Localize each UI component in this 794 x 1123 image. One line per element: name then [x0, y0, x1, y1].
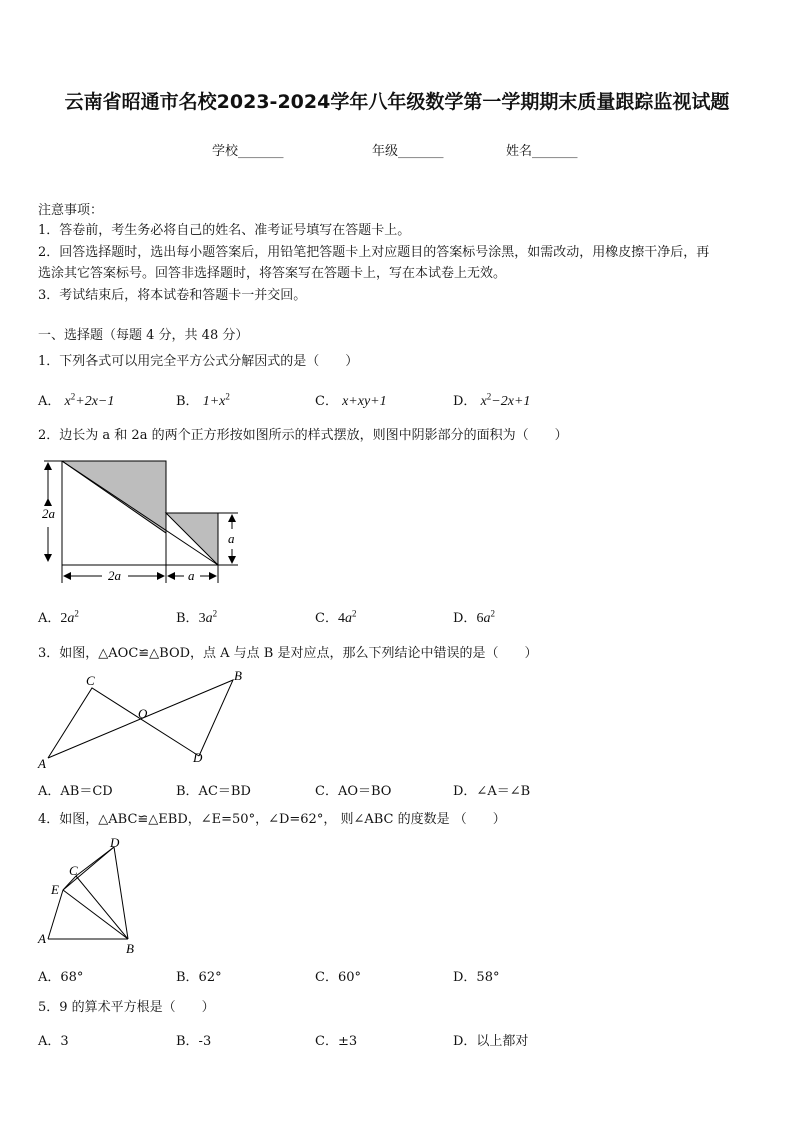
bottom-big-label: 2a: [108, 568, 121, 583]
point-b-label: B: [234, 668, 242, 683]
math-var: a: [67, 611, 75, 626]
math-exp: 2: [490, 608, 495, 619]
notice-item-2-cont: 选涂其它答案标号。回答非选择题时，将答案写在答题卡上，写在本试卷上无效。: [38, 266, 507, 281]
notice-item-3: 3．考试结束后，将本试卷和答题卡一并交回。: [38, 288, 307, 303]
exam-title: 云南省昭通市名校2023-2024学年八年级数学第一学期期末质量跟踪监视试题: [64, 91, 730, 113]
q3-option-d: D．∠A＝∠B: [453, 784, 531, 799]
point-c-label: C: [69, 863, 78, 878]
point-a-label: A: [38, 756, 46, 771]
q2-squares-figure: [38, 455, 248, 590]
point-d-label: D: [110, 835, 120, 850]
q4-option-d: D．58°: [453, 970, 500, 985]
q2-option-c: [315, 607, 356, 627]
point-c-label: C: [86, 673, 95, 688]
option-label: C．: [315, 394, 338, 409]
math-base: 1+x: [202, 394, 226, 409]
q5-option-b: B．-3: [176, 1034, 212, 1049]
math-exp: 2: [225, 391, 230, 402]
notice-item-1: 1．答卷前，考生务必将自己的姓名、准考证号填写在答题卡上。: [38, 223, 411, 238]
q4-option-b: B．62°: [176, 970, 222, 985]
name-field: 姓名_______: [506, 144, 578, 159]
q2-option-b: [176, 607, 217, 627]
right-dim-label: a: [228, 531, 235, 546]
q1-option-a: [38, 390, 114, 410]
math-exp: 2: [70, 391, 76, 402]
shaded-region-small: [166, 513, 218, 565]
q3-option-b: B．AC＝BD: [176, 784, 251, 799]
math-coef: 6: [476, 611, 484, 626]
math-var: x: [480, 394, 487, 409]
left-dim-label: 2a: [42, 506, 55, 521]
q5-option-c: C．±3: [315, 1034, 358, 1049]
math-expr: x+xy+1: [342, 394, 387, 409]
math-coef: 2: [60, 611, 68, 626]
q1-option-c: [315, 390, 387, 410]
q5-stem: 5．9 的算术平方根是（ ）: [38, 1000, 215, 1015]
option-label: B．: [176, 611, 199, 626]
math-exp: 2: [351, 608, 357, 619]
math-var: a: [205, 611, 213, 626]
math-coef: 3: [198, 611, 206, 626]
q3-option-c: C．AO＝BO: [315, 784, 392, 799]
q1-option-d: [453, 390, 530, 410]
notice-item-2: 2．回答选择题时，选出每小题答案后，用铅笔把答题卡上对应题目的答案标号涂黑，如需改动，用橡皮擦干净后，再: [38, 245, 710, 260]
math-rest: −2x+1: [491, 394, 531, 409]
option-label: D．: [453, 611, 477, 626]
triangle-aoc-sides: [48, 688, 199, 758]
math-var: a: [483, 611, 491, 626]
q1-stem: 1．下列各式可以用完全平方公式分解因式的是（ ）: [38, 354, 359, 369]
q4-option-a: A．68°: [38, 970, 84, 985]
math-var: a: [344, 611, 352, 626]
math-coef: 4: [337, 611, 345, 626]
option-label: D．: [453, 394, 477, 409]
grade-field: 年级_______: [372, 144, 444, 159]
option-label: B．: [176, 394, 199, 409]
q2-stem: 2．边长为 a 和 2a 的两个正方形按如图所示的样式摆放，则图中阴影部分的面积为（ ）: [38, 428, 568, 443]
math-rest: +2x−1: [75, 394, 115, 409]
section-heading: 一、选择题（每题 4 分，共 48 分）: [38, 328, 249, 343]
math-exp: 2: [74, 608, 79, 619]
school-field: 学校_______: [212, 144, 284, 159]
q3-option-a: A．AB＝CD: [38, 784, 113, 799]
q1-option-b: [176, 390, 230, 410]
option-label: A．: [38, 611, 61, 626]
point-e-label: E: [51, 882, 59, 897]
point-b-label: B: [126, 941, 134, 956]
q2-option-a: [38, 607, 79, 627]
q5-option-d: D．以上都对: [453, 1034, 529, 1049]
q4-triangles-figure: [36, 835, 146, 960]
math-exp: 2: [486, 391, 492, 402]
math-exp: 2: [212, 608, 218, 619]
option-label: C．: [315, 611, 338, 626]
point-a-label: A: [38, 931, 46, 946]
q3-stem: 3．如图，△AOC≌△BOD，点 A 与点 B 是对应点，那么下列结论中错误的是（ ）: [38, 646, 538, 661]
q4-stem: 4．如图，△ABC≌△EBD，∠E=50°，∠D=62°， 则∠ABC 的度数是 （ ）: [38, 812, 506, 827]
q5-option-a: A．3: [38, 1034, 69, 1049]
point-d-label: D: [193, 750, 203, 765]
bottom-small-label: a: [188, 568, 195, 583]
point-o-label: O: [138, 706, 148, 721]
notice-heading: 注意事项：: [38, 203, 104, 218]
q4-option-c: C．60°: [315, 970, 361, 985]
option-label: A．: [38, 394, 61, 409]
q2-option-d: [453, 607, 495, 627]
math-var: x: [64, 394, 71, 409]
q3-triangles-figure: [36, 668, 252, 772]
